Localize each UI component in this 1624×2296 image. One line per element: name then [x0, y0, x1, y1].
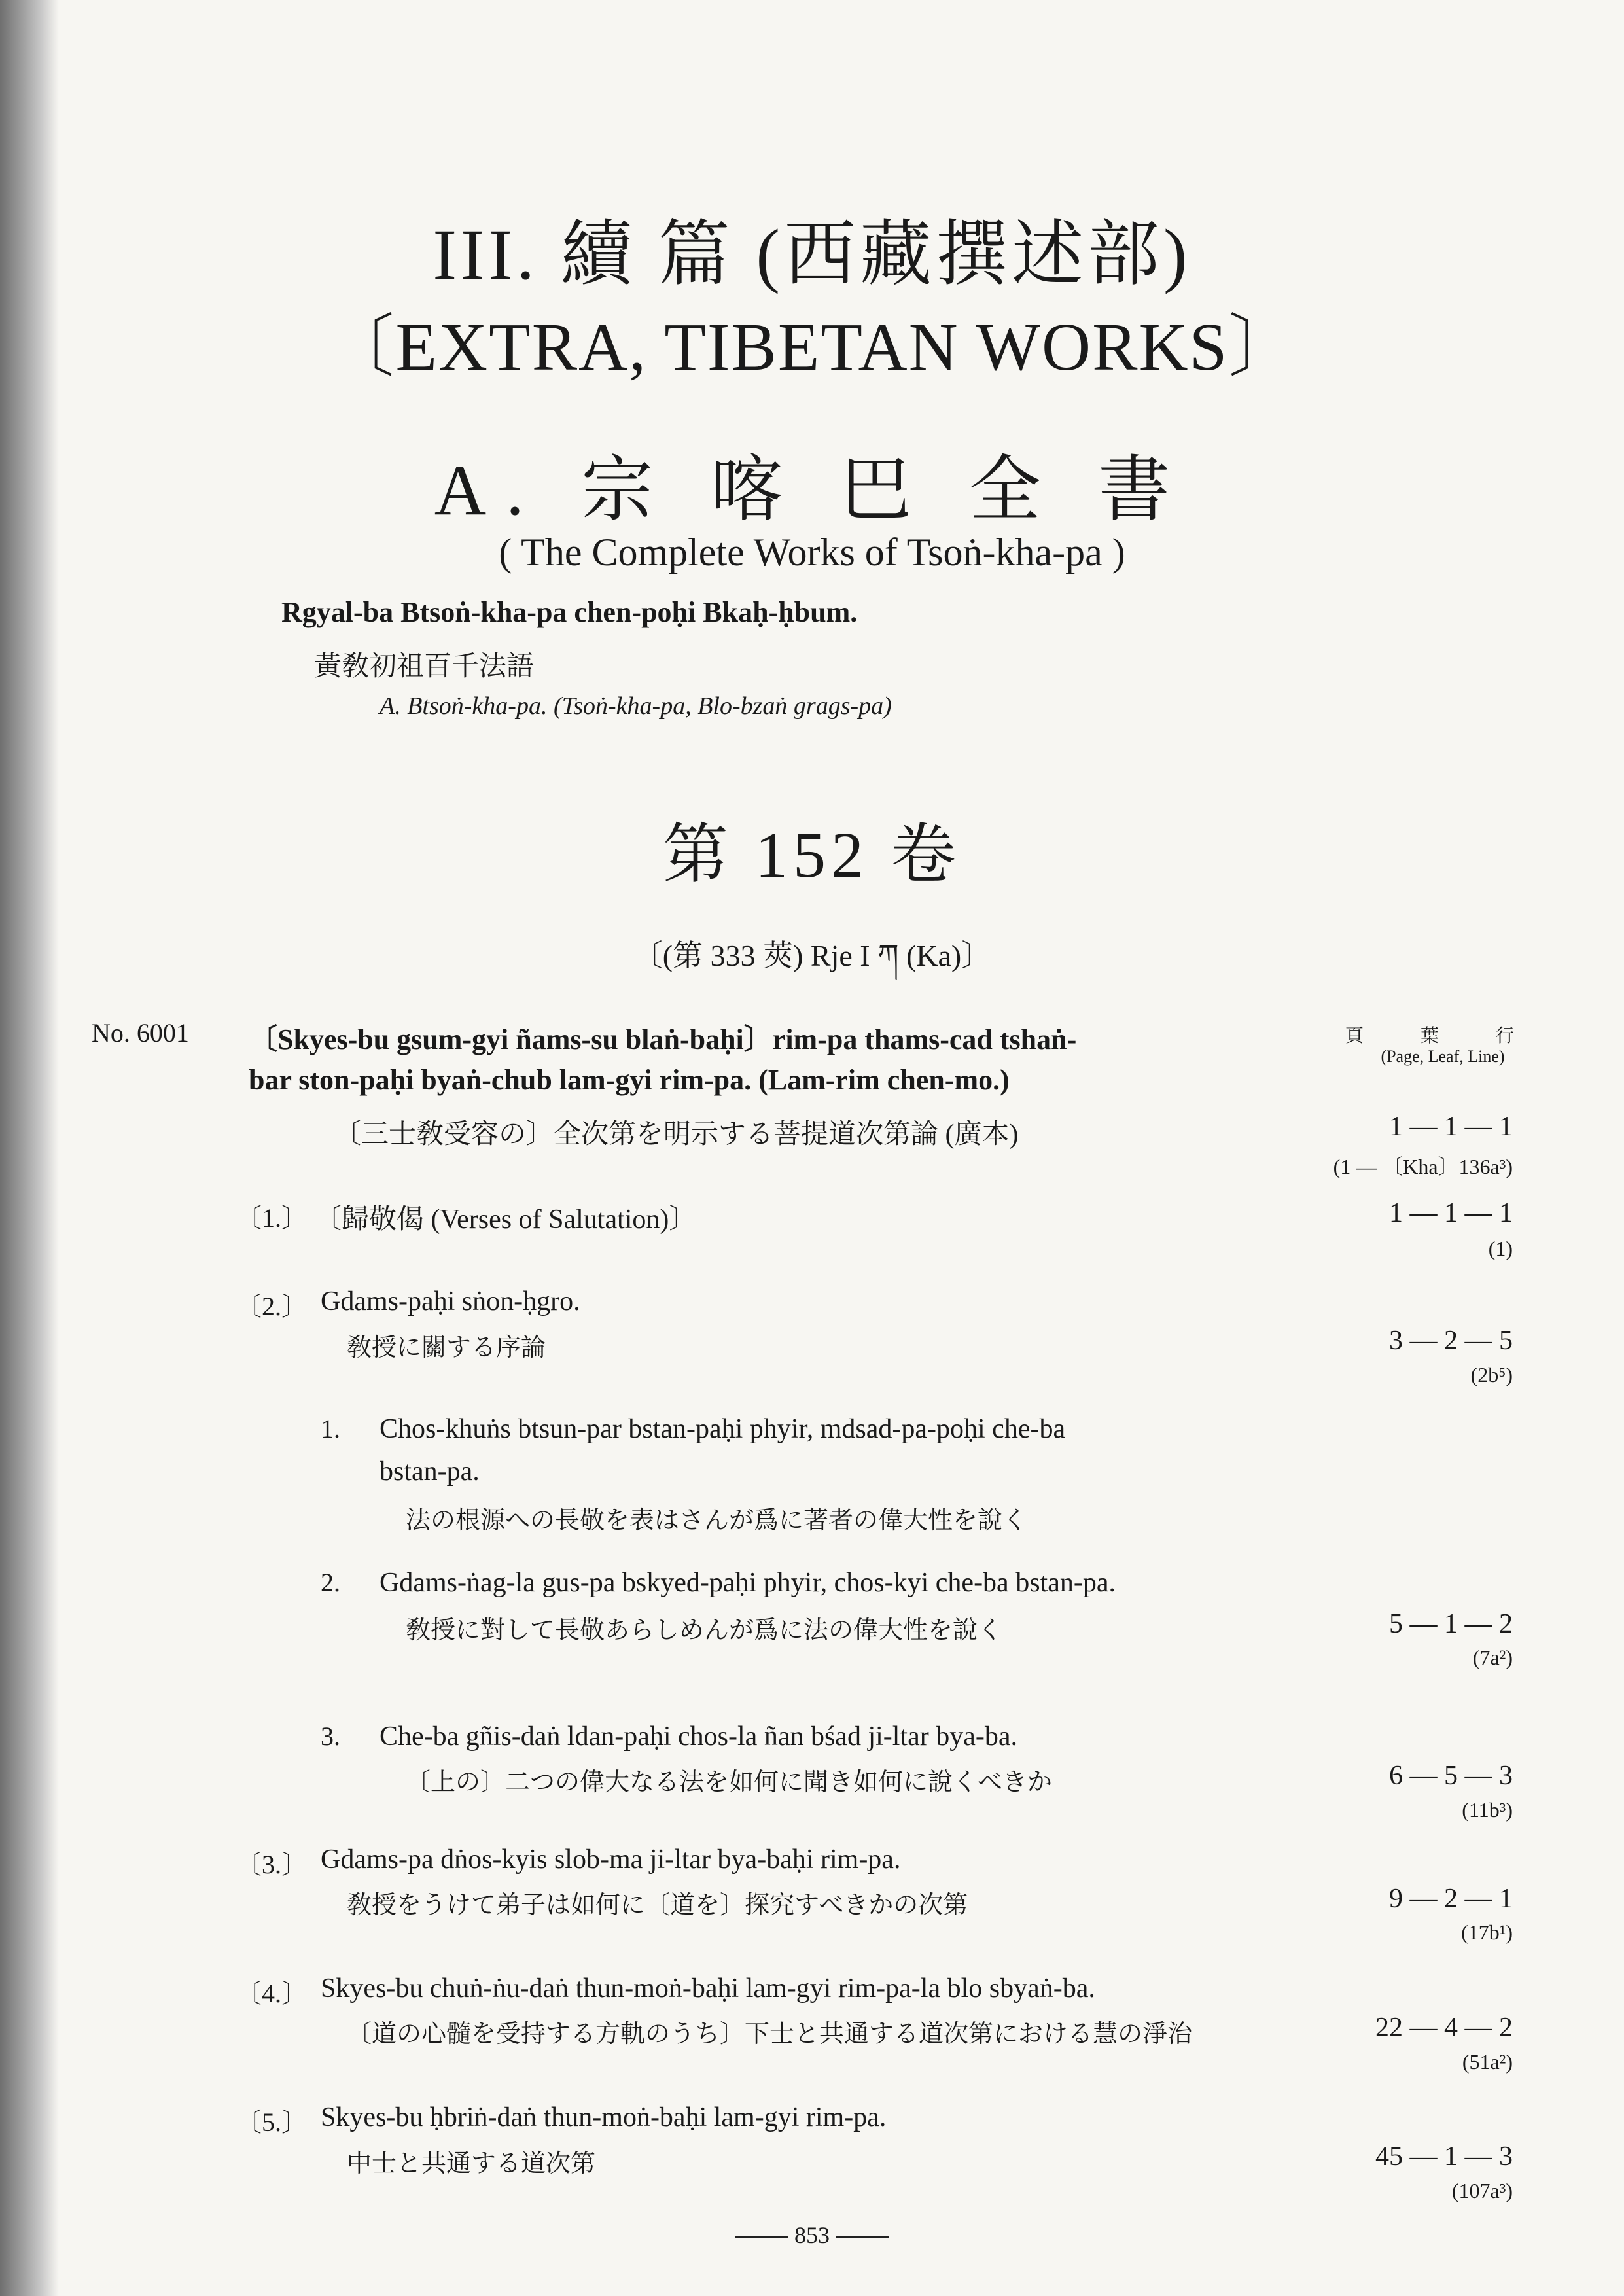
entry-title-line-2: bar ston-paḥi byaṅ-chub lam-gyi rim-pa. (Lam-rim chen-mo.) [249, 1064, 1010, 1096]
subsection-reference-sub: (11b³) [1462, 1798, 1513, 1822]
column-header-japanese: 頁 葉 行 [1345, 1026, 1540, 1046]
chapter-reference-sub: (17b¹) [1461, 1920, 1513, 1944]
subsection-reference-sub: (7a²) [1472, 1646, 1513, 1669]
subsection-title-japanese: 〔上の〕二つの偉大なる法を如何に聞き如何に說くべきか [406, 1769, 1053, 1796]
section-heading: A. 宗 喀 巴 全 書 [434, 450, 1190, 530]
subsection-number: 3. [321, 1722, 340, 1751]
chapter-number: 〔4.〕 [236, 1979, 308, 2008]
chapter-reference: 22 — 4 — 2 [1375, 2013, 1513, 2043]
chapter-reference-sub: (2b⁵) [1470, 1363, 1513, 1386]
subsection-title-line-1: Che-ba gñis-daṅ ldan-paḥi chos-la ñan bśad ji-ltar bya-ba. [380, 1722, 1018, 1752]
subsection-reference: 5 — 1 — 2 [1389, 1609, 1513, 1639]
chapter-title-japanese: 敎授をうけて弟子は如何に〔道を〕探究すべきかの次第 [347, 1892, 968, 1919]
volume-heading: 第 152 卷 [663, 819, 961, 891]
chapter-title: Skyes-bu ḥbriṅ-daṅ thun-moṅ-baḥi lam-gyi rim-pa. [321, 2102, 887, 2132]
chapter-reference-sub: (107a³) [1451, 2179, 1513, 2202]
collection-title: Rgyal-ba Btsoṅ-kha-pa chen-poḥi Bkaḥ-ḥbum. [281, 596, 858, 628]
volume-info: 〔(第 333 莢) Rje I ཀ (Ka)〕 [632, 939, 992, 972]
entry-reference: 1 — 1 — 1 [1389, 1112, 1513, 1142]
part-heading-english: 〔EXTRA, TIBETAN WORKS〕 [326, 309, 1298, 385]
entry-title-japanese: 〔三士敎受容の〕全次第を明示する菩提道次第論 (廣本) [334, 1120, 1019, 1150]
chapter-title-japanese: 〔道の心髓を受持する方軌のうち〕下士と共通する道次第における慧の淨治 [347, 2021, 1193, 2048]
footer-rule-right [836, 2236, 889, 2238]
column-header-english: (Page, Leaf, Line) [1381, 1047, 1505, 1067]
chapter-title-japanese: 中士と共通する道次第 [347, 2150, 596, 2178]
footer-rule-left [735, 2236, 788, 2238]
entry-number: No. 6001 [92, 1018, 189, 1048]
chapter-number: 〔5.〕 [236, 2108, 308, 2137]
chapter-reference: 3 — 2 — 5 [1389, 1326, 1513, 1356]
chapter-reference: 1 — 1 — 1 [1389, 1198, 1513, 1228]
chapter-reference-sub: (51a²) [1462, 2050, 1513, 2074]
chapter-reference: 45 — 1 — 3 [1375, 2142, 1513, 2172]
collection-title-japanese: 黃敎初祖百千法語 [314, 652, 535, 682]
subsection-title-japanese: 法の根源への長敬を表はさんが爲に著者の偉大性を說く [406, 1507, 1028, 1534]
subsection-title-line-1: Chos-khuṅs btsun-par bstan-paḥi phyir, mdsad-pa-poḥi che-ba [380, 1414, 1066, 1444]
subsection-title-line-2: bstan-pa. [380, 1457, 480, 1487]
chapter-title: 〔歸敬偈 (Verses of Salutation)〕 [314, 1205, 697, 1235]
chapter-number: 〔3.〕 [236, 1850, 308, 1879]
page-number: 853 [794, 2222, 830, 2248]
chapter-title-japanese: 敎授に關する序論 [347, 1334, 546, 1362]
subsection-title-line-1: Gdams-ṅag-la gus-pa bskyed-paḥi phyir, chos-kyi che-ba bstan-pa. [380, 1568, 1116, 1598]
subsection-number: 2. [321, 1568, 340, 1597]
subsection-reference: 6 — 5 — 3 [1389, 1761, 1513, 1791]
chapter-reference: 9 — 2 — 1 [1389, 1884, 1513, 1914]
section-subtitle: ( The Complete Works of Tsoṅ-kha-pa ) [499, 531, 1125, 574]
page-leaf-line-header [1335, 1026, 1551, 1067]
chapter-reference-sub: (1) [1488, 1237, 1513, 1260]
chapter-title: Skyes-bu chuṅ-ṅu-daṅ thun-moṅ-baḥi lam-gyi rim-pa-la blo sbyaṅ-ba. [321, 1973, 1095, 2004]
chapter-number: 〔1.〕 [236, 1203, 308, 1233]
collection-author: A. Btsoṅ-kha-pa. (Tsoṅ-kha-pa, Blo-bzaṅ grags-pa) [380, 692, 892, 720]
entry-reference-sub: (1 — 〔Kha〕136a³) [1333, 1155, 1513, 1178]
chapter-number: 〔2.〕 [236, 1292, 308, 1321]
part-heading: III. 續 篇 (西藏撰述部) [432, 215, 1192, 294]
chapter-title: Gdams-paḥi sṅon-ḥgro. [321, 1286, 580, 1316]
subsection-title-japanese: 敎授に對して長敬あらしめんが爲に法の偉大性を說く [406, 1617, 1003, 1644]
chapter-title: Gdams-pa dṅos-kyis slob-ma ji-ltar bya-baḥi rim-pa. [321, 1845, 901, 1875]
subsection-number: 1. [321, 1414, 340, 1443]
page-footer [0, 2221, 1624, 2249]
entry-title-line-1: 〔Skyes-bu gsum-gyi ñams-su blaṅ-baḥi〕rim-pa thams-cad tshaṅ- [249, 1023, 1077, 1055]
